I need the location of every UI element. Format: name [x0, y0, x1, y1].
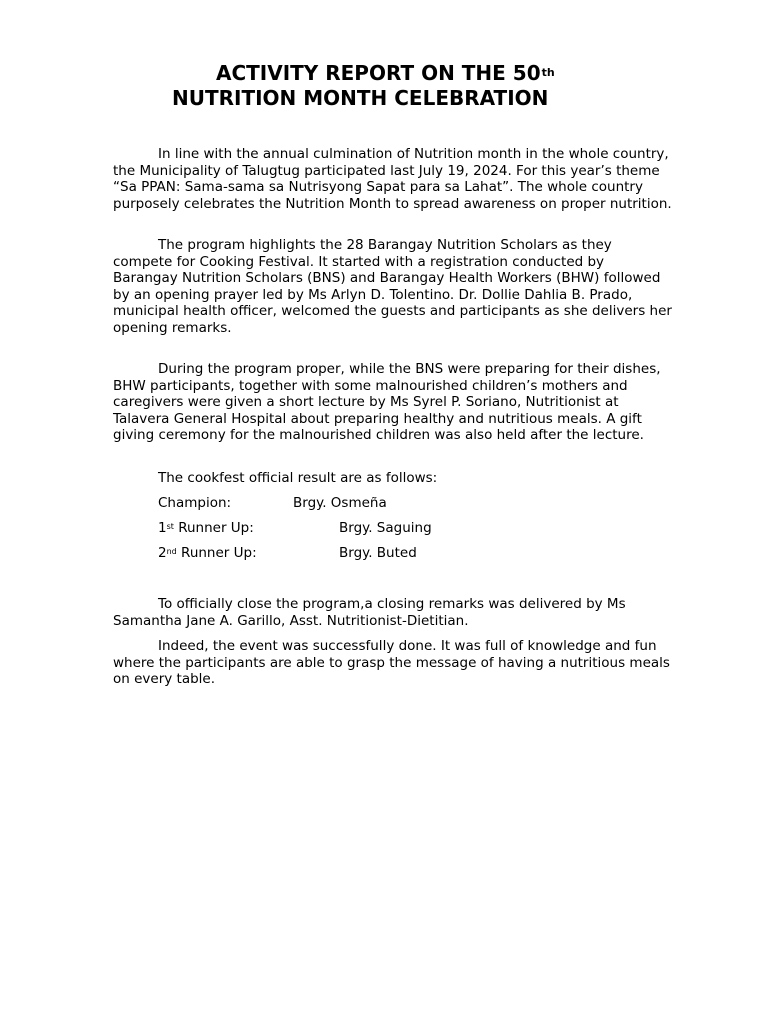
- title-line-1-text: ACTIVITY REPORT ON THE 50: [216, 61, 541, 85]
- result-row-first-runner-up: [158, 520, 432, 537]
- paragraph-program-proper: [113, 361, 673, 444]
- result-ordinal: 2: [158, 545, 167, 561]
- result-value: Brgy. Buted: [339, 545, 417, 561]
- paragraph-text: The cookfest official result are as follows:: [158, 470, 438, 486]
- result-label: Champion:: [158, 495, 232, 511]
- paragraph-introduction: [113, 146, 673, 212]
- paragraph-program-highlights: [113, 237, 673, 337]
- result-ordinal-suffix: nd: [166, 547, 177, 556]
- result-value: Brgy. Saguing: [339, 520, 432, 536]
- paragraph-text: During the program proper, while the BNS were preparing for their dishes, BHW participants, together with some malnourished children’s mothers and caregivers were given a short lecture by Ms Syrel P. Soriano, Nutritionist at Talavera General Hospital about preparing healthy and nutritious meals. A gift giving ceremony for the malnourished children was also held after the lecture.: [113, 361, 661, 444]
- result-row-second-runner-up: [158, 545, 417, 562]
- paragraph-text: In line with the annual culmination of Nutrition month in the whole country, the Municipality of Talugtug participated last July 19, 2024. For this year’s theme “Sa PPAN: Sama-sama sa Nutrisyong Sapat para sa Lahat”. The whole country purposely celebrates the Nutrition Month to spread awareness on proper nutrition.: [113, 146, 672, 212]
- result-label: Runner Up:: [173, 520, 254, 536]
- result-label: Runner Up:: [176, 545, 257, 561]
- paragraph-closing-remarks: [113, 596, 673, 629]
- paragraph-conclusion: [113, 638, 673, 688]
- paragraph-text: Indeed, the event was successfully done. It was full of knowledge and fun where the participants are able to grasp the message of having a nutritious meals on every table.: [113, 638, 670, 688]
- paragraph-text: The program highlights the 28 Barangay Nutrition Scholars as they compete for Cooking Festival. It started with a registration conducted by Barangay Nutrition Scholars (BNS) and Barangay Health Workers (BHW) followed by an opening prayer led by Ms Arlyn D. Tolentino. Dr. Dollie Dahlia B. Prado, municipal health officer, welcomed the guests and participants as she delivers her opening remarks.: [113, 237, 672, 336]
- result-row-champion: [158, 495, 387, 512]
- result-ordinal-suffix: st: [166, 522, 174, 531]
- title-ordinal-suffix: th: [541, 66, 555, 79]
- report-title-line-2: NUTRITION MONTH CELEBRATION: [172, 86, 549, 110]
- report-title-line-1: [0, 61, 768, 86]
- paragraph-text: To officially close the program,a closing remarks was delivered by Ms Samantha Jane A. Garillo, Asst. Nutritionist-Dietitian.: [113, 596, 626, 629]
- result-value: Brgy. Osmeña: [293, 495, 387, 511]
- paragraph-results-intro: [113, 470, 673, 487]
- result-ordinal: 1: [158, 520, 167, 536]
